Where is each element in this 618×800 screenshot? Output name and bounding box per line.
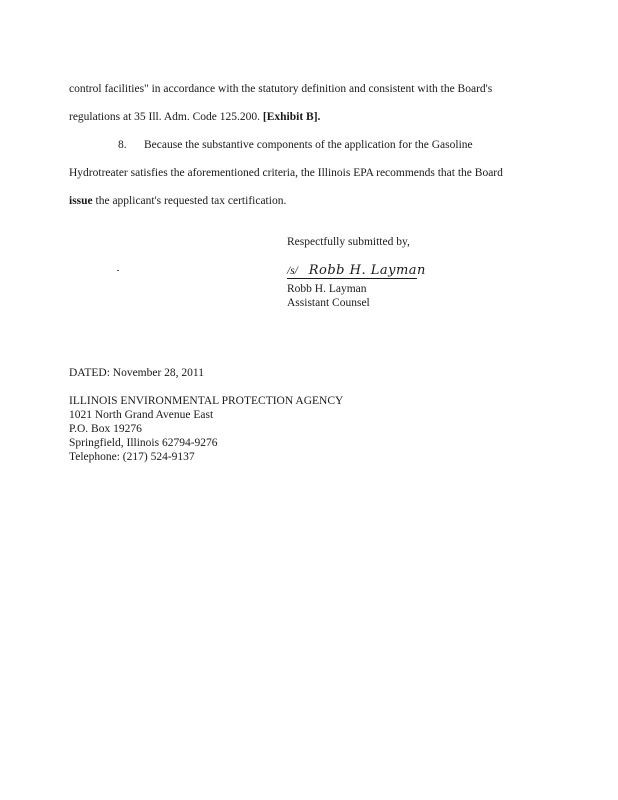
signature-line bbox=[287, 278, 417, 279]
body-line-4: Hydrotreater satisfies the aforementioned criteria, the Illinois EPA recommends that the Board bbox=[69, 167, 503, 179]
body-line-5 bbox=[69, 194, 286, 208]
agency-city: Springfield, Illinois 62794-9276 bbox=[69, 437, 218, 449]
body-line-2 bbox=[69, 110, 320, 124]
signer-title: Assistant Counsel bbox=[287, 297, 370, 309]
dated-line: DATED: November 28, 2011 bbox=[69, 367, 204, 379]
scan-speck bbox=[117, 270, 119, 271]
closing-line: Respectfully submitted by, bbox=[287, 236, 410, 248]
agency-telephone: Telephone: (217) 524-9137 bbox=[69, 451, 195, 463]
agency-street: 1021 North Grand Avenue East bbox=[69, 409, 214, 421]
handwritten-signature: Robb H. Layman bbox=[308, 263, 426, 278]
body-line-5-rest: the applicant's requested tax certification. bbox=[95, 195, 287, 207]
body-line-3: Because the substantive components of the application for the Gasoline bbox=[144, 139, 473, 151]
agency-name: ILLINOIS ENVIRONMENTAL PROTECTION AGENCY bbox=[69, 395, 344, 407]
exhibit-reference: [Exhibit B]. bbox=[262, 111, 321, 123]
body-line-1: control facilities" in accordance with the statutory definition and consistent with the Board's bbox=[69, 83, 493, 95]
agency-po-box: P.O. Box 19276 bbox=[69, 423, 142, 435]
regulation-citation: regulations at 35 Ill. Adm. Code 125.200. bbox=[69, 111, 261, 123]
signer-name: Robb H. Layman bbox=[287, 283, 367, 295]
signature-slash-mark: /s/ bbox=[287, 265, 298, 277]
issue-word: issue bbox=[69, 195, 93, 207]
paragraph-number: 8. bbox=[118, 139, 127, 151]
